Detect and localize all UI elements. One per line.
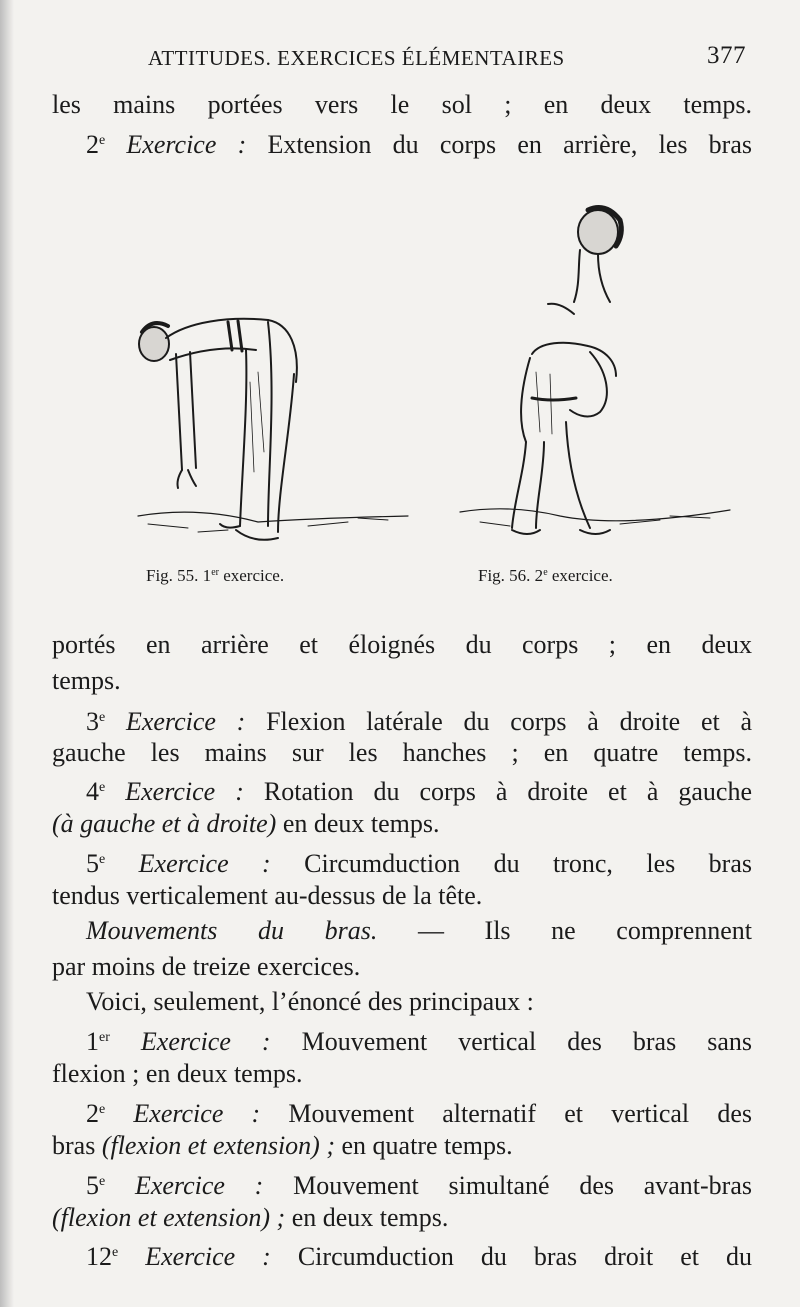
exercise-text: Mouvement vertical des bras sans bbox=[270, 1027, 752, 1056]
figure-55-illustration bbox=[118, 302, 428, 552]
text-line: portés en arrière et éloignés du corps ; en deux bbox=[52, 630, 752, 659]
text-line: tendus verticalement au-dessus de la tête. bbox=[52, 881, 483, 910]
italic-text: (à gauche et à droite) bbox=[52, 809, 277, 838]
ordinal: 5e bbox=[86, 849, 106, 878]
italic-text: (flexion et extension) ; bbox=[101, 1131, 336, 1160]
exercise-label: Exercice : bbox=[134, 1171, 264, 1200]
leaning-man-engraving bbox=[440, 302, 750, 552]
exercise-4-heading bbox=[52, 771, 752, 805]
figure-56-caption: Fig. 56. 2e exercice. bbox=[478, 566, 613, 585]
text-line: par moins de treize exercices. bbox=[52, 952, 361, 981]
exercise-text: Rotation du corps à droite et à gauche bbox=[243, 777, 753, 806]
exercise-label: Exercice : bbox=[133, 1099, 261, 1128]
page-number: 377 bbox=[707, 42, 746, 69]
exercise-text: Flexion latérale du corps à droite et à bbox=[245, 707, 752, 736]
text-span: en deux temps. bbox=[276, 809, 440, 838]
arm-exercise-2-heading bbox=[52, 1093, 752, 1127]
arm-exercise-5-heading bbox=[52, 1165, 752, 1199]
ordinal: 12e bbox=[86, 1242, 119, 1271]
exercise-text: Mouvement simultané des avant-bras bbox=[263, 1171, 752, 1200]
exercise-label: Exercice : bbox=[138, 849, 271, 878]
text-line: les mains portées vers le sol ; en deux temps. bbox=[52, 90, 752, 119]
ordinal: 2e bbox=[86, 1099, 106, 1128]
ordinal: 2e bbox=[86, 130, 106, 159]
figure-56-illustration bbox=[440, 302, 750, 552]
text-span: en quatre temps. bbox=[335, 1131, 513, 1160]
exercise-label: Exercice : bbox=[125, 777, 244, 806]
exercise-text: Mouvement alternatif et vertical des bbox=[260, 1099, 752, 1128]
exercise-label: Exercice : bbox=[126, 130, 247, 159]
ordinal: 4e bbox=[86, 777, 106, 806]
section-text: — Ils ne comprennent bbox=[377, 916, 753, 945]
bending-man-engraving bbox=[118, 302, 428, 552]
arms-section-heading bbox=[52, 914, 752, 948]
arm-exercise-12-heading bbox=[52, 1236, 752, 1270]
section-title: Mouvements du bras. bbox=[86, 916, 378, 945]
ordinal: 1er bbox=[86, 1027, 110, 1056]
exercise-5-heading bbox=[52, 843, 752, 877]
text-line bbox=[52, 1129, 752, 1163]
text-span: en deux temps. bbox=[285, 1203, 449, 1232]
exercise-label: Exercice : bbox=[140, 1027, 271, 1056]
exercise-text: Circumduction du bras droit et du bbox=[270, 1242, 752, 1271]
figure-55-caption: Fig. 55. 1er exercice. bbox=[146, 566, 285, 585]
text-line bbox=[52, 1201, 752, 1235]
running-title: ATTITUDES. EXERCICES ÉLÉMENTAIRES bbox=[148, 46, 565, 70]
exercise-text: Circumduction du tronc, les bras bbox=[270, 849, 752, 878]
arm-exercise-1-heading bbox=[52, 1021, 752, 1055]
exercise-2-heading bbox=[52, 124, 752, 158]
figure-56-head bbox=[540, 198, 640, 308]
ordinal: 3e bbox=[86, 707, 106, 736]
running-head bbox=[52, 44, 752, 74]
text-span: bras bbox=[52, 1131, 102, 1160]
text-line: flexion ; en deux temps. bbox=[52, 1059, 303, 1088]
text-line: temps. bbox=[52, 666, 121, 695]
ordinal: 5e bbox=[86, 1171, 106, 1200]
text-line: Voici, seulement, l’énoncé des principaux : bbox=[86, 987, 534, 1016]
text-line bbox=[52, 807, 752, 841]
text-line: gauche les mains sur les hanches ; en quatre temps. bbox=[52, 738, 752, 767]
italic-text: (flexion et extension) ; bbox=[52, 1203, 286, 1232]
exercise-label: Exercice : bbox=[145, 1242, 271, 1271]
exercise-text: Extension du corps en arrière, les bras bbox=[246, 130, 752, 159]
exercise-label: Exercice : bbox=[125, 707, 246, 736]
exercise-3-heading bbox=[52, 701, 752, 735]
